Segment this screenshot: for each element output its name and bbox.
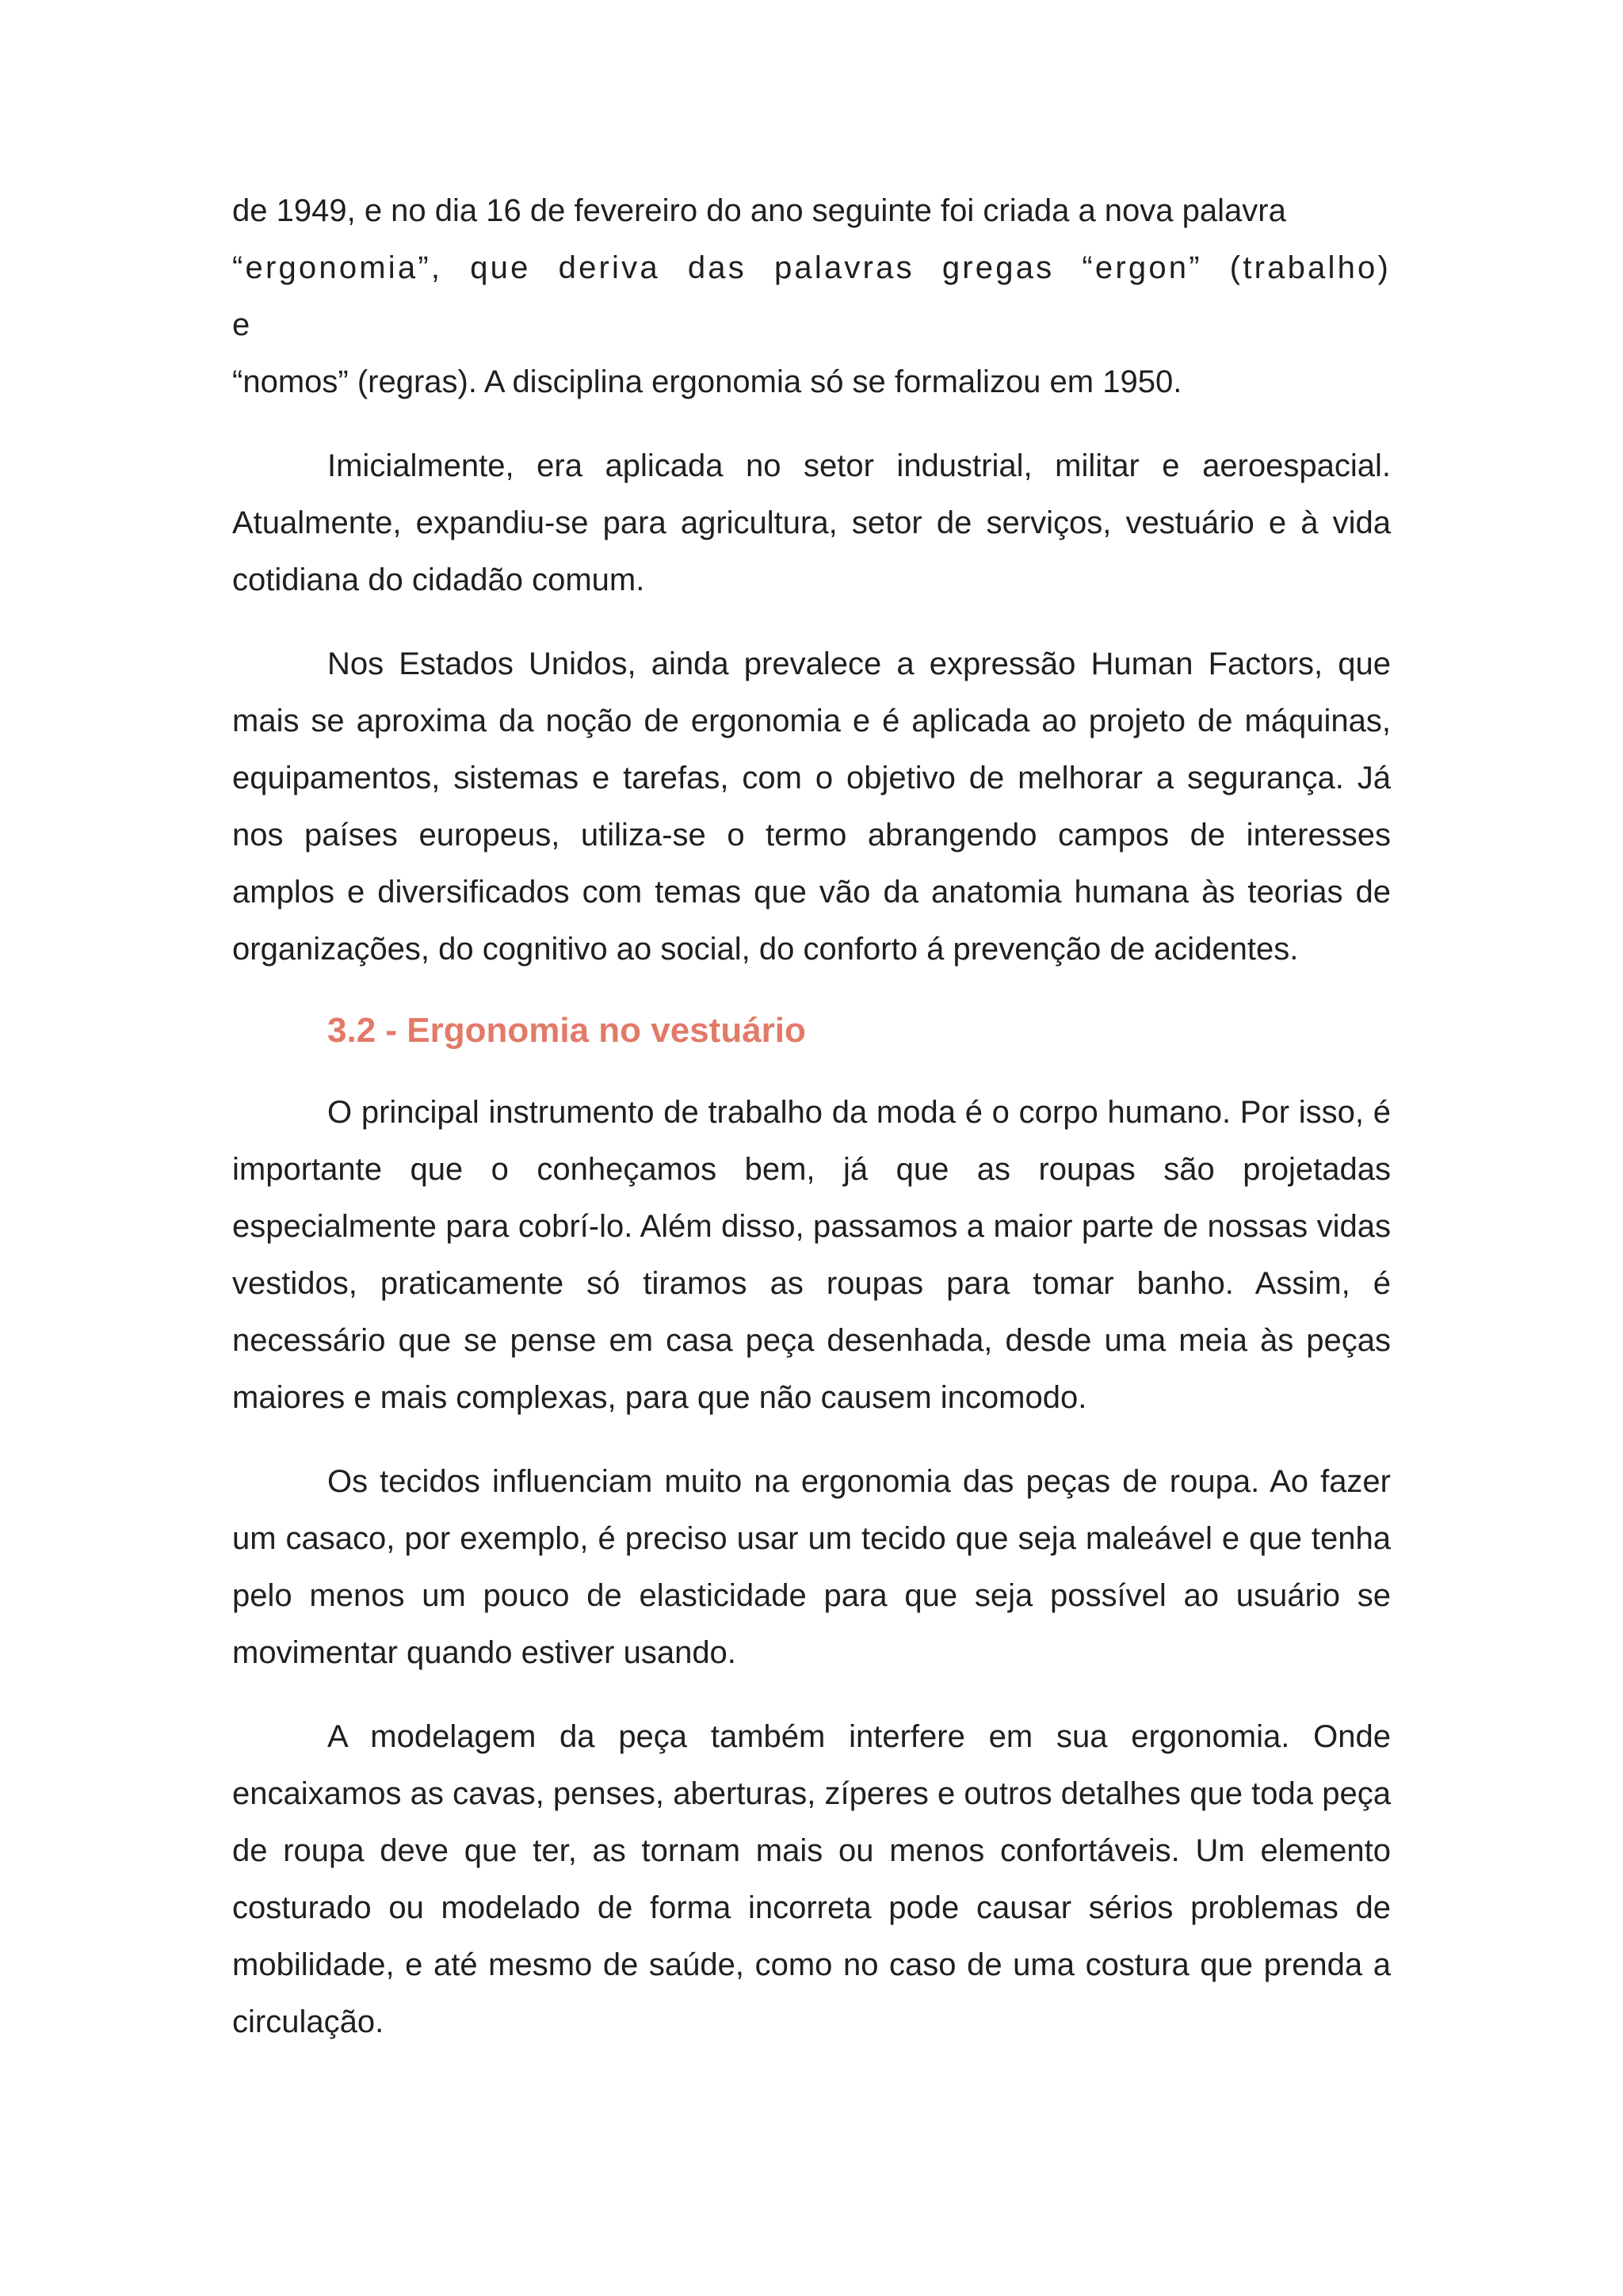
paragraph-line: “nomos” (regras). A disciplina ergonomia só se formalizou em 1950.	[232, 364, 1182, 399]
paragraph-continuation	[232, 182, 1391, 410]
paragraph-pattern-making: A modelagem da peça também interfere em sua ergonomia. Onde encaixamos as cavas, penses, aberturas, zíperes e outros detalhes que toda peça de roupa deve que ter, as tornam mais ou menos confortáveis. Um elemento costurado ou modelado de forma incorreta pode causar sérios problemas de mobilidade, e até mesmo de saúde, como no caso de uma costura que prenda a circulação.	[232, 1719, 1391, 2039]
paragraph-origins: Imicialmente, era aplicada no setor industrial, militar e aeroespacial. Atualmente, expandiu-se para agricultura, setor de serviços, vestuário e à vida cotidiana do cidadão comum.	[232, 448, 1391, 597]
paragraph-line: de 1949, e no dia 16 de fevereiro do ano seguinte foi criada a nova palavra	[232, 193, 1286, 228]
paragraph-human-factors: Nos Estados Unidos, ainda prevalece a expressão Human Factors, que mais se aproxima da noção de ergonomia e é aplicada ao projeto de máquinas, equipamentos, sistemas e tarefas, com o objetivo de melhorar a segurança. Já nos países europeus, utiliza-se o termo abrangendo campos de interesses amplos e diversificados com temas que vão da anatomia humana às teorias de organizações, do cognitivo ao social, do conforto á prevenção de acidentes.	[232, 646, 1391, 967]
section-heading: 3.2 - Ergonomia no vestuário	[327, 1011, 806, 1050]
page-content	[232, 182, 1391, 2077]
paragraph-body: O principal instrumento de trabalho da moda é o corpo humano. Por isso, é importante que o conheçamos bem, já que as roupas são projetadas especialmente para cobrí-lo. Além disso, passamos a maior parte de nossas vidas vestidos, praticamente só tiramos as roupas para tomar banho. Assim, é necessário que se pense em casa peça desenhada, desde uma meia às peças maiores e mais complexas, para que não causem incomodo.	[232, 1095, 1391, 1415]
paragraph-fabrics: Os tecidos influenciam muito na ergonomia das peças de roupa. Ao fazer um casaco, por exemplo, é preciso usar um tecido que seja maleável e que tenha pelo menos um pouco de elasticidade para que seja possível ao usuário se movimentar quando estiver usando.	[232, 1464, 1391, 1670]
paragraph-line: “ergonomia”, que deriva das palavras gregas “ergon” (trabalho) e	[232, 250, 1391, 342]
